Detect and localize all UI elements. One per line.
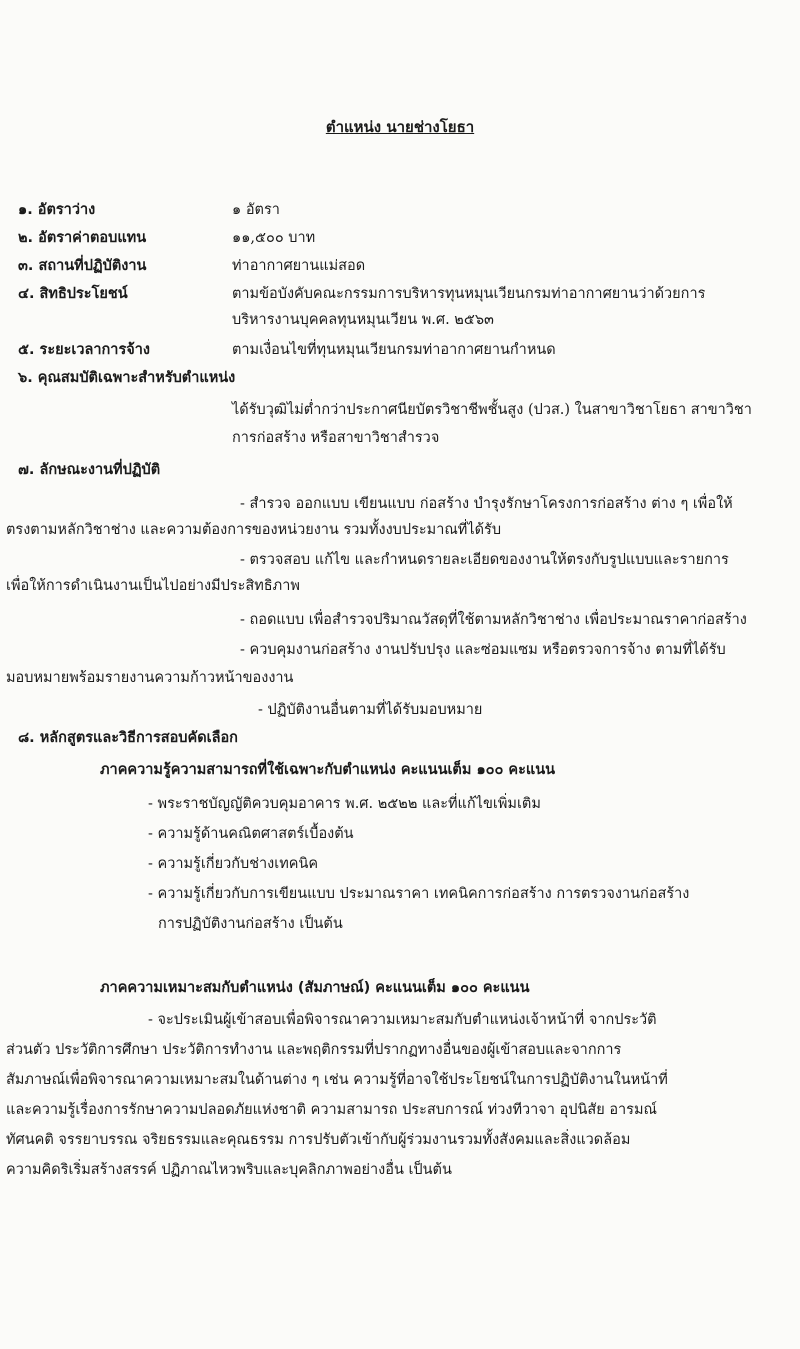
item-5-value: ตามเงื่อนไขที่ทุนหมุนเวียนกรมท่าอากาศยานกำหนด	[232, 342, 556, 358]
duties-heading: ๗. ลักษณะงานที่ปฏิบัติ	[18, 462, 161, 478]
item-4-label: ๔. สิทธิประโยชน์	[18, 286, 128, 302]
item-2-label: ๒. อัตราค่าตอบแทน	[18, 230, 147, 246]
exam-part1-item: - พระราชบัญญัติควบคุมอาคาร พ.ศ. ๒๕๒๒ และที่แก้ไขเพิ่มเติม	[148, 796, 541, 812]
duty-line: - ควบคุมงานก่อสร้าง งานปรับปรุง และซ่อมแซม หรือตรวจการจ้าง ตามที่ได้รับ	[240, 642, 726, 658]
item-2-value: ๑๑,๕๐๐ บาท	[232, 230, 316, 246]
duty-line: เพื่อให้การดำเนินงานเป็นไปอย่างมีประสิทธิภาพ	[6, 578, 300, 594]
exam-part2-line: สัมภาษณ์เพื่อพิจารณาความเหมาะสมในด้านต่าง ๆ เช่น ความรู้ที่อาจใช้ประโยชน์ในการปฏิบัติงานในหน้าที่	[6, 1072, 668, 1088]
exam-heading: ๘. หลักสูตรและวิธีการสอบคัดเลือก	[18, 730, 238, 746]
exam-part2-line: ความคิดริเริ่มสร้างสรรค์ ปฏิภาณไหวพริบและบุคลิกภาพอย่างอื่น เป็นต้น	[6, 1162, 452, 1178]
qualifications-line-2: การก่อสร้าง หรือสาขาวิชาสำรวจ	[232, 430, 440, 446]
exam-part1-heading: ภาคความรู้ความสามารถที่ใช้เฉพาะกับตำแหน่ง คะแนนเต็ม ๑๐๐ คะแนน	[100, 762, 556, 778]
qualifications-heading: ๖. คุณสมบัติเฉพาะสำหรับตำแหน่ง	[18, 370, 236, 386]
item-4-value-line-1: ตามข้อบังคับคณะกรรมการบริหารทุนหมุนเวียนกรมท่าอากาศยานว่าด้วยการ	[232, 286, 706, 302]
exam-part2-line: ส่วนตัว ประวัติการศึกษา ประวัติการทำงาน และพฤติกรรมที่ปรากฏทางอื่นของผู้เข้าสอบและจากการ	[6, 1042, 622, 1058]
duty-line: ตรงตามหลักวิชาช่าง และความต้องการของหน่วยงาน รวมทั้งงบประมาณที่ได้รับ	[6, 522, 502, 538]
exam-part2-line: - จะประเมินผู้เข้าสอบเพื่อพิจารณาความเหมาะสมกับตำแหน่งเจ้าหน้าที่ จากประวัติ	[148, 1012, 657, 1028]
page-title: ตำแหน่ง นายช่างโยธา	[325, 118, 475, 136]
duty-line: - ปฏิบัติงานอื่นตามที่ได้รับมอบหมาย	[258, 702, 483, 718]
duty-line: - ถอดแบบ เพื่อสำรวจปริมาณวัสดุที่ใช้ตามหลักวิชาช่าง เพื่อประมาณราคาก่อสร้าง	[240, 612, 747, 628]
exam-part2-line: และความรู้เรื่องการรักษาความปลอดภัยแห่งชาติ ความสามารถ ประสบการณ์ ท่วงทีวาจา อุปนิสัย อารมณ์	[6, 1102, 657, 1118]
exam-part1-item: - ความรู้ด้านคณิตศาสตร์เบื้องต้น	[148, 826, 354, 842]
item-1-label: ๑. อัตราว่าง	[18, 202, 96, 218]
duty-line: - ตรวจสอบ แก้ไข และกำหนดรายละเอียดของงานให้ตรงกับรูปแบบและรายการ	[240, 552, 729, 568]
exam-part1-item: - ความรู้เกี่ยวกับการเขียนแบบ ประมาณราคา เทคนิคการก่อสร้าง การตรวจงานก่อสร้าง	[148, 886, 690, 902]
duty-line: มอบหมายพร้อมรายงานความก้าวหน้าของงาน	[6, 670, 294, 686]
duty-line: - สำรวจ ออกแบบ เขียนแบบ ก่อสร้าง บำรุงรักษาโครงการก่อสร้าง ต่าง ๆ เพื่อให้	[240, 496, 733, 512]
exam-part2-heading: ภาคความเหมาะสมกับตำแหน่ง (สัมภาษณ์) คะแนนเต็ม ๑๐๐ คะแนน	[100, 980, 530, 996]
item-5-label: ๕. ระยะเวลาการจ้าง	[18, 342, 150, 358]
item-1-value: ๑ อัตรา	[232, 202, 280, 218]
exam-part1-item: การปฏิบัติงานก่อสร้าง เป็นต้น	[158, 916, 343, 932]
item-3-value: ท่าอากาศยานแม่สอด	[232, 258, 366, 274]
exam-part2-line: ทัศนคติ จรรยาบรรณ จริยธรรมและคุณธรรม การปรับตัวเข้ากับผู้ร่วมงานรวมทั้งสังคมและสิ่งแวดล้อม	[6, 1132, 631, 1148]
item-4-value-line-2: บริหารงานบุคคลทุนหมุนเวียน พ.ศ. ๒๕๖๓	[232, 312, 494, 328]
exam-part1-item: - ความรู้เกี่ยวกับช่างเทคนิค	[148, 856, 319, 872]
qualifications-line-1: ได้รับวุฒิไม่ต่ำกว่าประกาศนียบัตรวิชาชีพชั้นสูง (ปวส.) ในสาขาวิชาโยธา สาขาวิชา	[232, 402, 752, 418]
item-3-label: ๓. สถานที่ปฏิบัติงาน	[18, 258, 147, 274]
